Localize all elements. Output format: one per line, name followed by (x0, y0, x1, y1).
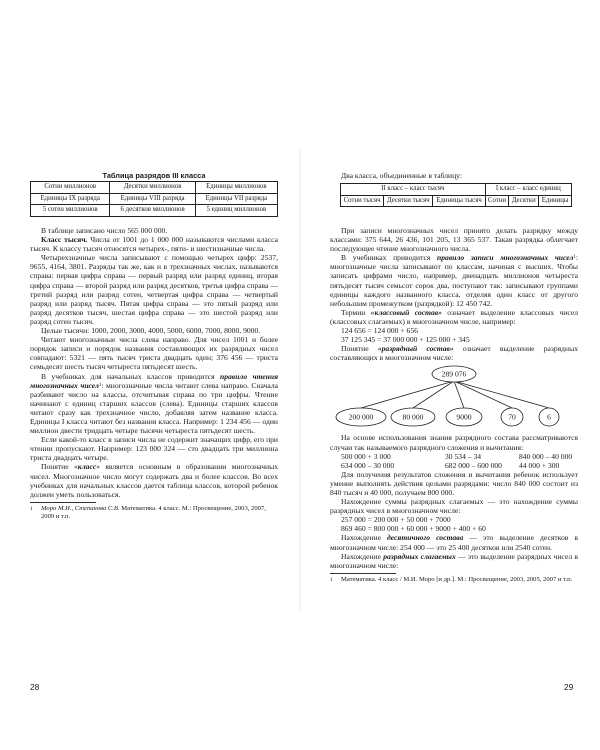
table-cell: 5 сотен миллионов (31, 205, 110, 217)
calc-expression: 44 000 + 300 (519, 460, 560, 470)
paragraph: Для получения результатов сложения и вычитания ребенок использует умение выполнять действия целыми разрядами: число 840 000 состоит из 840 тысяч и 40 000, получаем 800 000. (330, 469, 578, 497)
paragraph: Понятие «класс» является основным в образовании многозначных чисел. Многозначное число могут содержать два и более классов. Во всех учебниках для начальных классов дается таблица классов, которой ребенок должен уметь пользоваться. (30, 462, 278, 499)
footnote-rule (30, 502, 96, 503)
table-cell: Сотни миллионов (31, 182, 110, 194)
table-cell: Десятки миллионов (110, 182, 195, 194)
right-intro (330, 171, 578, 180)
diagram-child-label: 80 000 (402, 413, 424, 423)
calc-row (330, 461, 578, 470)
equation: 124 656 = 124 000 + 656 (341, 326, 418, 336)
calc-expression: 634 000 – 30 000 (341, 460, 395, 470)
diagram-child-label: 6 (547, 413, 551, 423)
calc-expression: 500 000 + 3 000 (341, 451, 391, 461)
table-cell: Десятки тысяч (384, 195, 433, 207)
calc-expression: 840 000 – 40 000 (519, 451, 573, 461)
paragraph: Читают многозначные числа слева направо. Для чисел 1001 и более порядок записи и порядок названия составляющих их разрядных чисел совпадают: 5321 — пять тысяч триста двадцать один; 376 456 — триста семьдесят шесть тысяч четыреста пятьдесят шесть. (30, 335, 278, 372)
paragraph: Нахождение разрядных слагаемых — это выделение разрядных чисел в многозначном числе: (330, 551, 578, 570)
italic-term: «классовый состав» (370, 307, 442, 317)
bold-term: Класс тысяч. (41, 235, 88, 245)
table-cell: Сотни тысяч (341, 195, 384, 207)
footnote: 1 Моро М.И., Степанова С.В. Математика. 4 класс. М.: Просвещение, 2003, 2007, 2009 и т.п. (30, 504, 266, 521)
table-header: I класс – класс единиц (485, 184, 571, 196)
place-value-diagram (330, 364, 578, 430)
class-table (30, 181, 278, 217)
paragraph: В таблице записано число 565 000 000. (41, 226, 168, 235)
calc-expression: 30 534 – 34 (445, 451, 482, 461)
table-cell: 5 единиц миллионов (195, 205, 277, 217)
paragraph: Нахождение суммы разрядных слагаемых — это нахождение суммы разрядных чисел в многозначном числе: (330, 497, 578, 516)
table-cell: Единицы VII разряда (195, 193, 277, 205)
table-cell: Единицы миллионов (195, 182, 277, 194)
italic-term: «разрядный состав» (377, 344, 454, 354)
calc-row (330, 452, 578, 461)
footnote-rule (330, 573, 396, 574)
paragraph: Класс тысяч. Числа от 1001 до 1 000 000 называются числами класса тысяч. К классу тысяч относятся четырех-, пяти- и шестизначные числа. (30, 235, 279, 254)
equation: 869 460 = 800 000 + 60 000 + 9000 + 400 + 60 (341, 524, 486, 534)
footnote-ref: 1 (573, 255, 576, 261)
paragraph: Если какой-то класс в записи числа не содержит значащих цифр, его при чтении пропускают. Например: 123 000 324 — сто двадцать три миллиона триста двадцать четыре. (30, 435, 278, 463)
italic-term: правило записи многозначных чисел (437, 253, 574, 263)
table-cell: Единицы VIII разряда (110, 193, 195, 205)
footnote-ref: 1 (98, 382, 102, 388)
italic-term: класс (77, 462, 97, 472)
table-cell: Десятки (509, 195, 539, 207)
two-class-table (340, 183, 572, 207)
table-row (31, 182, 278, 194)
diagram-root-label: 289 076 (441, 370, 467, 380)
diagram-edge (413, 381, 454, 408)
table-row (31, 193, 278, 205)
table-row (31, 205, 278, 217)
paragraph: Четырехзначные числа записывают с помощью четырех цифр: 2537, 9655, 4164, 3801. Разряды так же, как и в трехзначных числах, называются справа: первая цифра справа — первый разряд или разряд единиц, вторая цифра справа — второй разряд или разряд десятков, третья цифра справа — третий разряд или разряд сотен, четвертая цифра справа — четвертый разряд или разряд тысяч. Пятая цифра справа — это пятый разряд или разряд десятков тысяч, шестая цифра справа — это шестой разряд или разряд сотен тысяч. (30, 253, 278, 326)
table-cell: Сотни (485, 195, 509, 207)
paragraph: Понятие «разрядный состав» означает выделение разрядных составляющих в многозначном числе: (330, 344, 578, 363)
paragraph: Нахождение десятичного состава — это выделение десятков в многозначном числе: 254 000 — это 25 400 десятков или 2540 сотен. (330, 533, 578, 552)
diagram-child-label: 9000 (456, 413, 472, 423)
italic-term: правило чтения многозначных чисел (30, 371, 278, 390)
diagram-child-label: 70 (508, 413, 516, 423)
paragraph: Целые тысячи: 1000, 2000, 3000, 4000, 5000, 6000, 7000, 8000, 9000. (41, 326, 261, 336)
italic-term: десятичного состава (387, 533, 464, 543)
italic-term: разрядных слагаемых (383, 551, 456, 561)
right-page-body (330, 226, 578, 584)
paragraph: Термин «классовый состав» означает выделение классовых чисел (классовых слагаемых) в многозначном числе, например: (330, 307, 578, 326)
table-cell: Единицы тысяч (433, 195, 485, 207)
table-header: II класс – класс тысяч (341, 184, 486, 196)
class-table-title: Таблица разрядов III класса (102, 171, 206, 180)
calc-expression: 682 000 – 600 000 (445, 460, 502, 470)
paragraph: При записи многозначных чисел принято делать разрядку между классами: 375 644, 26 436, 101 205, 13 365 537. Такая разрядка облегчает последующее чтение многозначного числа. (330, 226, 578, 254)
equation: 37 125 345 = 37 000 000 + 125 000 + 345 (341, 335, 470, 345)
page-number-right: 29 (564, 682, 574, 692)
left-page-body (30, 226, 278, 521)
paragraph: На основе использования знания разрядного состава рассматриваются случаи так называемого разрядного сложения и вычитания: (330, 433, 578, 452)
table-cell: 6 десятков миллионов (110, 205, 195, 217)
paragraph: В учебниках приводится правило записи многозначных чисел$^1$: многозначные числа записывают по классам, начиная с высших. Чтобы записать цифрами число, например, двенадцать миллионов четыреста пятьдесят тысяч семьсот сорок два, поступают так: записывают группами единицы каждого названного класса, отделяя один класс от другого небольшим промежутком (разрядкой): 12 450 742. (330, 253, 578, 308)
table-row (341, 184, 572, 196)
diagram-edge (454, 381, 549, 408)
paragraph: В учебниках для начальных классов приводится правило чтения многозначных чисел$^1$: многозначные числа читают слева направо. Сначала разбивают число на классы, отсчитывая справа по три цифры. Чтение начинают с единиц старших классов (слева). Единицы старших классов читают сразу как трехзначное число, добавляя затем название класса. Единицы I класса читают без названия класса. Например: 1 234 456 — один миллион двести тридцать четыре тысячи четыреста пятьдесят шесть. (30, 371, 278, 436)
footnote: 1 Математика. 4 класс / М.И. Моро [и др.]. М.: Просвещение, 2003, 2005, 2007 и т.п. (330, 575, 573, 583)
paragraph: Два класса, объединенные в таблицу: (341, 171, 462, 180)
table-row (341, 195, 572, 207)
equation: 257 000 = 200 000 + 50 000 + 7000 (341, 515, 451, 525)
table-cell: Единицы (539, 195, 572, 207)
diagram-child-label: 200 000 (348, 413, 374, 423)
page-number-left: 28 (30, 682, 40, 692)
table-cell: Единицы IX разряда (31, 193, 110, 205)
diagram-edge (361, 381, 454, 408)
